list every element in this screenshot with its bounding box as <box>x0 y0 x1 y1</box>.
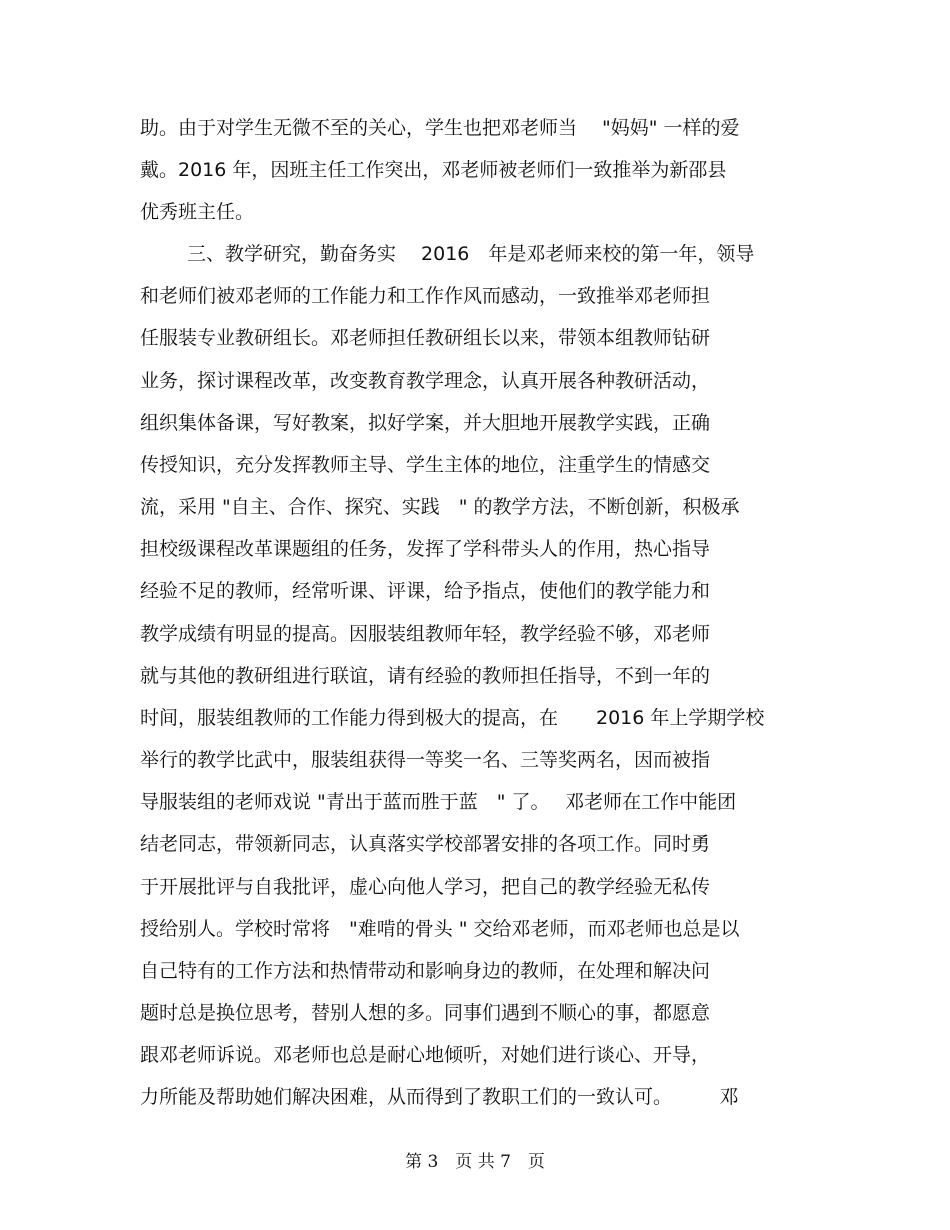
page-number-footer: 第 3 页 共 7 页 <box>405 1152 545 1172</box>
text-line: 三、教学研究，勤奋务实 2016 年是邓老师来校的第一年，领导 <box>187 243 755 265</box>
text-line: 自己特有的工作方法和热情带动和影响身边的教师，在处理和解决问 <box>140 960 711 982</box>
text-line: 组织集体备课，写好教案，拟好学案，并大胆地开展教学实践，正确 <box>140 412 711 434</box>
text-line: 授给别人。学校时常将 "难啃的骨头 " 交给邓老师，而邓老师也总是以 <box>140 918 740 940</box>
text-line: 教学成绩有明显的提高。因服装组教师年轻，教学经验不够，邓老师 <box>140 623 711 645</box>
text-line: 跟邓老师诉说。邓老师也总是耐心地倾听，对她们进行谈心、开导， <box>140 1044 711 1066</box>
text-line: 和老师们被邓老师的工作能力和工作作风而感动，一致推举邓老师担 <box>140 285 711 307</box>
text-line: 导服装组的老师戏说 "青出于蓝而胜于蓝 " 了。 邓老师在工作中能团 <box>140 791 737 813</box>
text-line: 流，采用 "自主、合作、探究、实践 " 的教学方法，不断创新，积极承 <box>140 496 740 518</box>
text-line: 题时总是换位思考，替别人想的多。同事们遇到不顺心的事，都愿意 <box>140 1002 711 1024</box>
text-line: 就与其他的教研组进行联谊，请有经验的教师担任指导，不到一年的 <box>140 665 711 687</box>
text-line: 传授知识，充分发挥教师主导、学生主体的地位，注重学生的情感交 <box>140 454 711 476</box>
text-line: 担校级课程改革课题组的任务，发挥了学科带头人的作用，热心指导 <box>140 538 711 560</box>
text-line: 于开展批评与自我批评，虚心向他人学习，把自己的教学经验无私传 <box>140 876 711 898</box>
text-line: 助。由于对学生无微不至的关心，学生也把邓老师当 "妈妈" 一样的爱 <box>140 117 740 139</box>
text-line: 戴。2016 年，因班主任工作突出，邓老师被老师们一致推举为新邵县 <box>140 159 727 181</box>
text-line: 业务，探讨课程改革，改变教育教学理念，认真开展各种教研活动， <box>140 370 711 392</box>
text-line: 力所能及帮助她们解决困难，从而得到了教职工们的一致认可。 邓 <box>140 1086 739 1108</box>
text-line: 任服装专业教研组长。邓老师担任教研组长以来，带领本组教师钻研 <box>140 327 711 349</box>
text-line: 时间，服装组教师的工作能力得到极大的提高，在 2016 年上学期学校 <box>140 707 765 729</box>
text-line: 优秀班主任。 <box>140 201 255 223</box>
text-line: 举行的教学比武中，服装组获得一等奖一名、三等奖两名，因而被指 <box>140 749 711 771</box>
text-line: 结老同志，带领新同志，认真落实学校部署安排的各项工作。同时勇 <box>140 833 711 855</box>
text-line: 经验不足的教师，经常听课、评课，给予指点，使他们的教学能力和 <box>140 580 711 602</box>
